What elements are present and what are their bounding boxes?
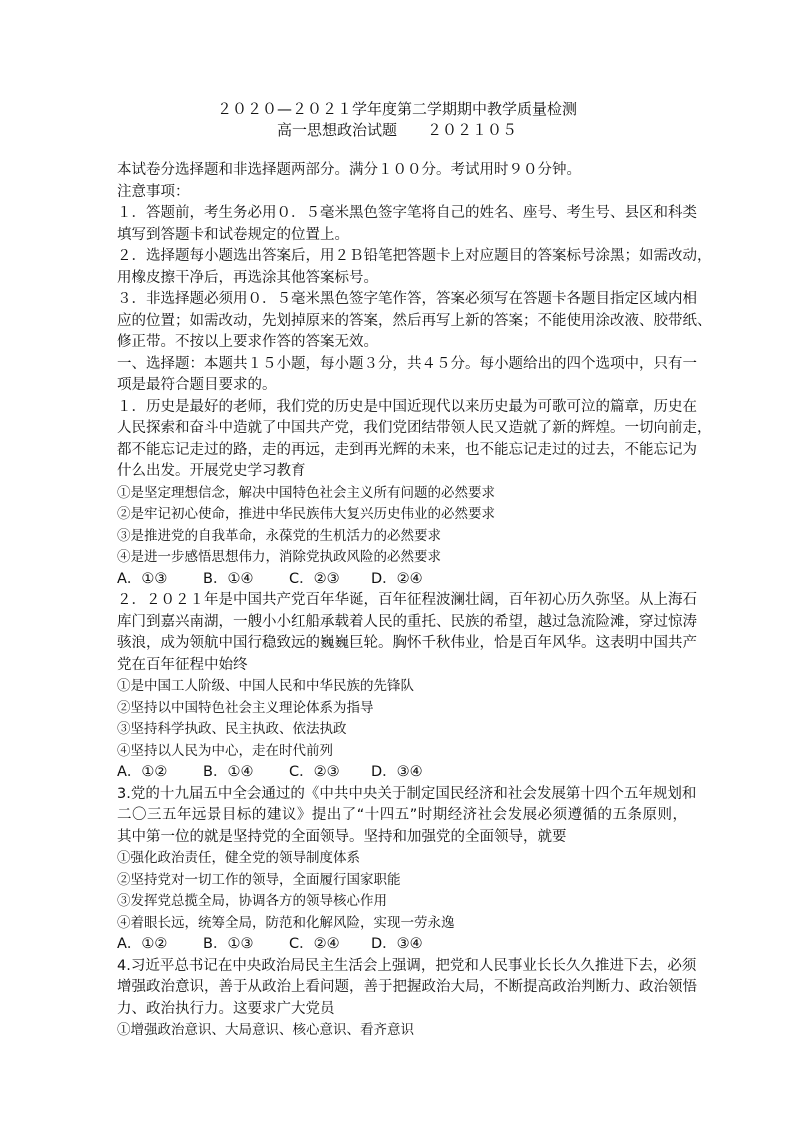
question-3-stem: 3.党的十九届五中全会通过的《中共中央关于制定国民经济和社会发展第十四个五年规划和: [117, 785, 697, 802]
question-2-stem: 党在百年征程中始终: [117, 656, 248, 673]
answer-choice-b: B．①④: [203, 764, 254, 780]
exam-body: [117, 160, 712, 1042]
answer-choice-a: A．①③: [117, 570, 168, 587]
question-3-option: ①强化政治责任，健全党的领导制度体系: [117, 850, 360, 866]
answer-choice-d: D．③④: [371, 936, 423, 952]
intro-line: 本试卷分选择题和非选择题两部分。满分１００分。考试用时９０分钟。: [117, 162, 581, 178]
question-3-answers: [117, 934, 687, 956]
notice-3-line: ３．非选择题必须用０．５毫米黑色签字笔作答，答案必须写在答题卡各题目指定区域内相: [117, 291, 697, 307]
question-2-stem: 库门到嘉兴南湖，一艘小小红船承载着人民的重托、民族的希望，越过急流险滩，穿过惊涛: [117, 613, 697, 630]
question-4-stem: 增强政治意识，善于从政治上看问题，善于把握政治大局，不断提高政治判断力、政治领悟: [117, 979, 697, 995]
question-1-option: ②是牢记初心使命，推进中华民族伟大复兴历史伟业的必然要求: [117, 506, 495, 522]
question-4-option: ①增强政治意识、大局意识、核心意识、看齐意识: [117, 1022, 414, 1038]
section-heading: 一、选择题：本题共１５小题，每小题３分，共４５分。每小题给出的四个选项中，只有一: [117, 355, 697, 372]
question-1-stem: 什么出发。开展党史学习教育: [117, 463, 306, 479]
question-1-stem: 都不能忘记走过的路，走的再远，走到再光辉的未来，也不能忘记走过的过去，不能忘记为: [117, 441, 697, 458]
answer-choice-a: A．①②: [117, 764, 168, 780]
question-2-answers: [117, 762, 687, 784]
answer-choice-b: B．①③: [203, 936, 254, 952]
answer-choice-a: A．①②: [117, 936, 168, 952]
exam-title: ２０２０—２０２１学年度第二学期期中教学质量检测: [216, 100, 577, 118]
question-2-option: ④坚持以人民为中心，走在时代前列: [117, 742, 333, 759]
answer-choice-c: C．②③: [289, 570, 340, 587]
question-3-stem: 其中第一位的就是坚持党的全面领导。坚持和加强党的全面领导，就要: [117, 828, 567, 845]
question-3-option: ②坚持党对一切工作的领导，全面履行国家职能: [117, 871, 401, 888]
section-heading: 项是最符合题目要求的。: [117, 377, 277, 393]
answer-choice-d: D．②④: [371, 570, 423, 587]
notice-heading: 注意事项：: [117, 183, 190, 200]
question-1-answers: [117, 569, 687, 591]
exam-subtitle: 高一思想政治试题 ２０２１０５: [276, 121, 517, 139]
answer-choice-d: D．③④: [371, 764, 423, 780]
question-4-stem: 力、政治执行力。这要求广大党员: [117, 1000, 335, 1017]
notice-3-line: 应的位置；如需改动，先划掉原来的答案，然后再写上新的答案；不能使用涂改液、胶带纸、: [117, 312, 712, 329]
notice-2-line: 用橡皮擦干净后，再选涂其他答案标号。: [117, 269, 378, 286]
answer-choice-c: C．②④: [289, 936, 340, 952]
answer-choice-c: C．②③: [289, 764, 340, 780]
notice-1-line: １．答题前，考生务必用０．５毫米黑色签字笔将自己的姓名、座号、考生号、县区和科类: [117, 205, 697, 221]
question-1-stem: 人民探索和奋斗中造就了中国共产党，我们党团结带领人民又造就了新的辉煌。一切向前走，: [117, 420, 712, 436]
question-3-option: ③发挥党总揽全局，协调各方的领导核心作用: [117, 893, 387, 909]
question-1-option: ③是推进党的自我革命，永葆党的生机活力的必然要求: [117, 527, 441, 544]
question-2-stem: ２．２０２１年是中国共产党百年华诞，百年征程波澜壮阔，百年初心历久弥坚。从上海石: [117, 592, 697, 608]
notice-2-line: ２．选择题每小题选出答案后，用２Ｂ铅笔把答题卡上对应题目的答案标号涂黑；如需改动，: [117, 248, 712, 264]
question-4-stem: 4.习近平总书记在中央政治局民主生活会上强调，把党和人民事业长长久久推进下去，必须: [117, 957, 697, 974]
answer-choice-b: B．①④: [203, 570, 254, 587]
question-3-option: ④着眼长远，统筹全局，防范和化解风险，实现一劳永逸: [117, 914, 455, 931]
question-2-stem: 骇浪，成为领航中国行稳致远的巍巍巨轮。胸怀千秋伟业，恰是百年风华。这表明中国共产: [117, 635, 697, 651]
question-2-option: ③坚持科学执政、民主执政、依法执政: [117, 721, 347, 737]
question-1-stem: １．历史是最好的老师，我们党的历史是中国近现代以来历史最为可歌可泣的篇章，历史在: [117, 398, 697, 415]
question-1-option: ④是进一步感悟思想伟力，消除党执政风险的必然要求: [117, 549, 441, 565]
notice-3-line: 修正带。不按以上要求作答的答案无效。: [117, 334, 378, 350]
notice-1-line: 填写到答题卡和试卷规定的位置上。: [117, 226, 349, 243]
question-3-stem: 二〇三五年远景目标的建议》提出了“十四五”时期经济社会发展必须遵循的五条原则，: [117, 807, 687, 823]
question-2-option: ②坚持以中国特色社会主义理论体系为指导: [117, 699, 374, 716]
question-1-option: ①是坚定理想信念，解决中国特色社会主义所有问题的必然要求: [117, 484, 495, 501]
question-2-option: ①是中国工人阶级、中国人民和中华民族的先锋队: [117, 678, 414, 694]
